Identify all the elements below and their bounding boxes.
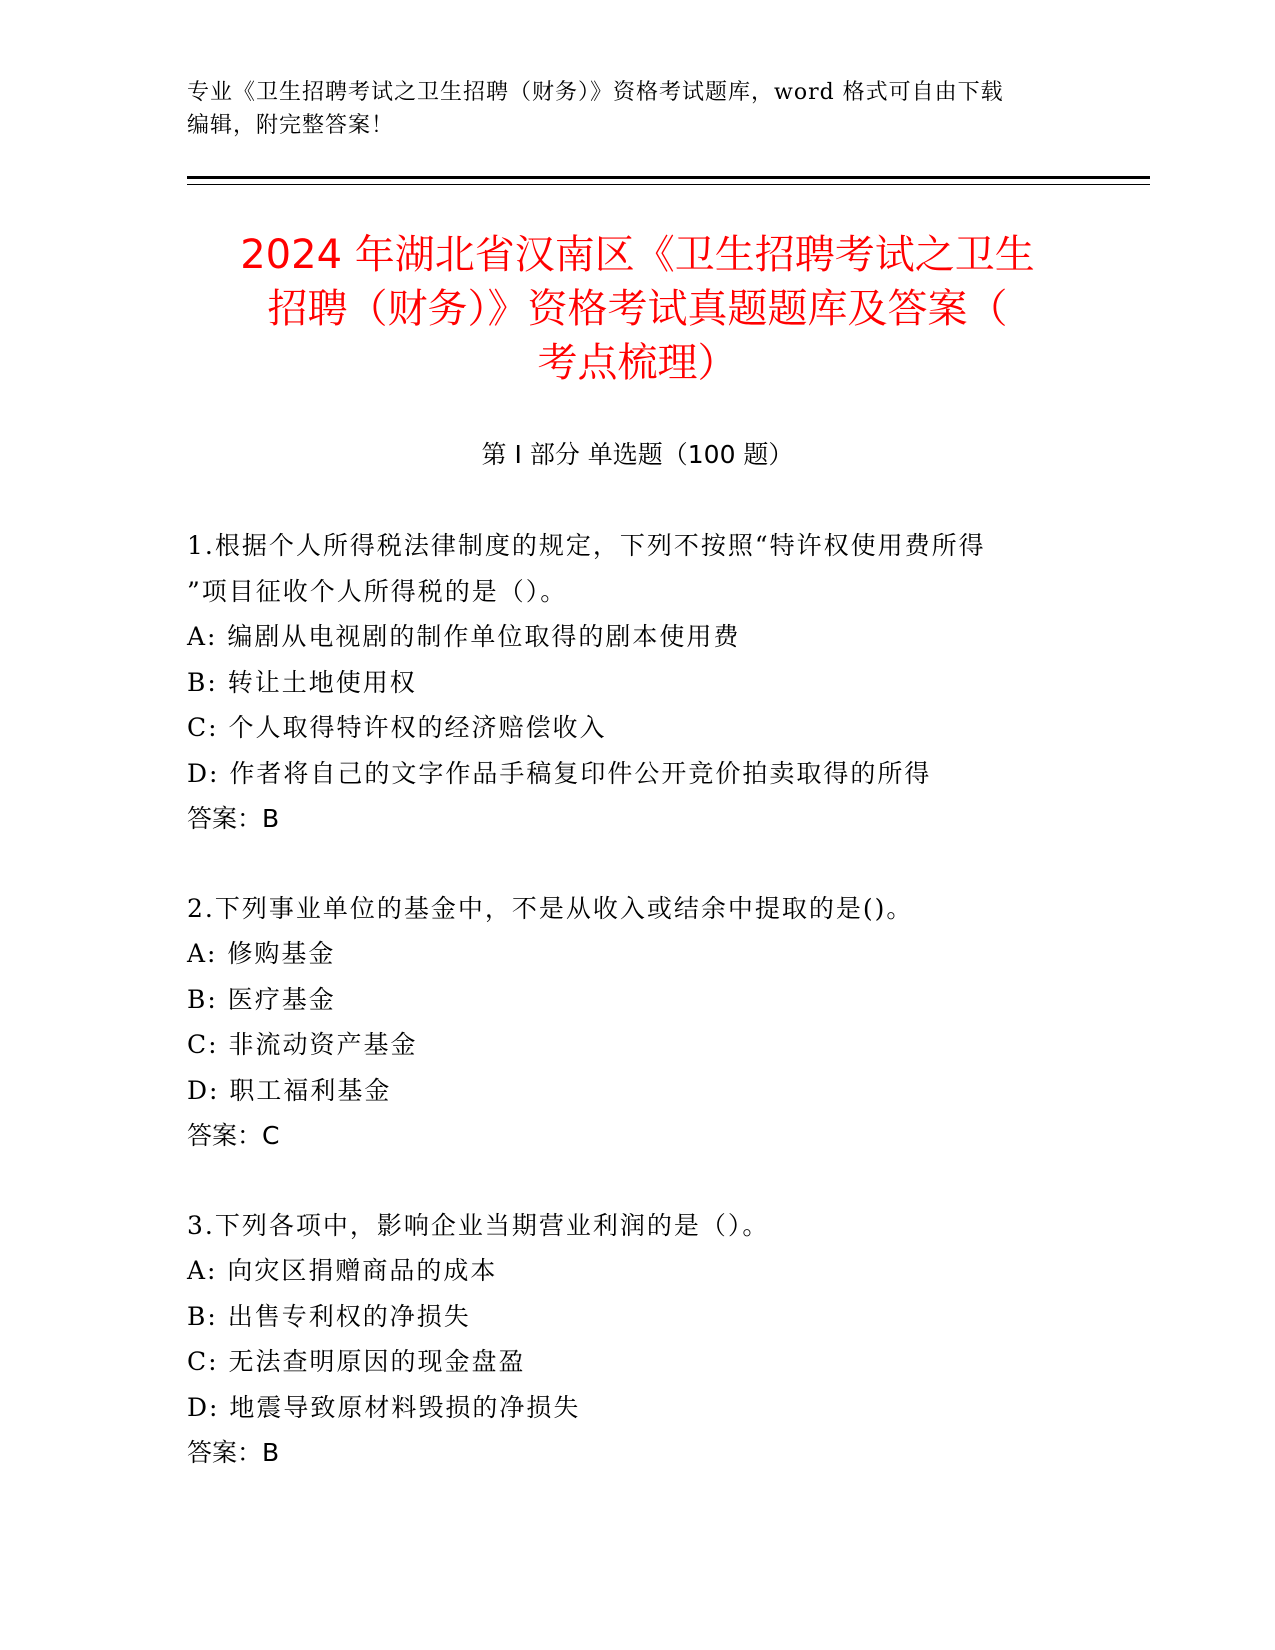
- answer: 答案：C: [187, 1121, 280, 1150]
- option-c: C: 无法查明原因的现金盘盈: [187, 1347, 526, 1376]
- question-stem: [187, 523, 1087, 614]
- option-c: C: 非流动资产基金: [187, 1030, 418, 1059]
- option-a: A: 编剧从电视剧的制作单位取得的剧本使用费: [187, 622, 741, 651]
- option-a: A: 修购基金: [187, 939, 336, 968]
- question-2: [187, 886, 1087, 1159]
- question-list: [187, 523, 1087, 1520]
- question-stem-line: 2.下列事业单位的基金中，不是从收入或结余中提取的是()。: [187, 893, 914, 923]
- title-line-1: 2024 年湖北省汉南区《卫生招聘考试之卫生: [240, 232, 1035, 278]
- option-b: B: 转让土地使用权: [187, 667, 417, 697]
- title-line-2: 招聘（财务）》资格考试真题题库及答案（: [267, 286, 1008, 332]
- option-d: D: 作者将自己的文字作品手稿复印件公开竞价拍卖取得的所得: [187, 758, 932, 788]
- question-stem-line: 1.根据个人所得税法律制度的规定，下列不按照“特许权使用费所得: [187, 531, 986, 560]
- option-d: D: 地震导致原材料毁损的净损失: [187, 1392, 581, 1422]
- question-stem-line: 3.下列各项中，影响企业当期营业利润的是（）。: [187, 1210, 770, 1240]
- option-d: D: 职工福利基金: [187, 1075, 392, 1105]
- section-title: 第 I 部分 单选题（100 题）: [481, 440, 794, 469]
- option-b: B: 医疗基金: [187, 984, 336, 1014]
- title-line-3: 考点梳理）: [537, 340, 738, 386]
- header-note-line-1: 专业《卫生招聘考试之卫生招聘（财务）》资格考试题库，word 格式可自由下载: [187, 80, 1004, 105]
- answer: 答案：B: [187, 804, 280, 833]
- document-title: [150, 228, 1125, 390]
- question-stem: [187, 886, 1087, 932]
- question-stem: [187, 1203, 1087, 1249]
- option-c: C: 个人取得特许权的经济赔偿收入: [187, 713, 607, 742]
- question-1: [187, 523, 1087, 842]
- header-divider-thick: [187, 176, 1150, 179]
- option-a: A: 向灾区捐赠商品的成本: [187, 1256, 498, 1285]
- header-divider-thin: [187, 184, 1150, 185]
- answer: 答案：B: [187, 1438, 280, 1467]
- header-note: [187, 76, 1067, 142]
- header-note-line-2: 编辑，附完整答案！: [187, 113, 395, 138]
- option-b: B: 出售专利权的净损失: [187, 1301, 471, 1331]
- question-3: [187, 1203, 1087, 1476]
- question-stem-line: ”项目征收个人所得税的是（）。: [187, 576, 568, 606]
